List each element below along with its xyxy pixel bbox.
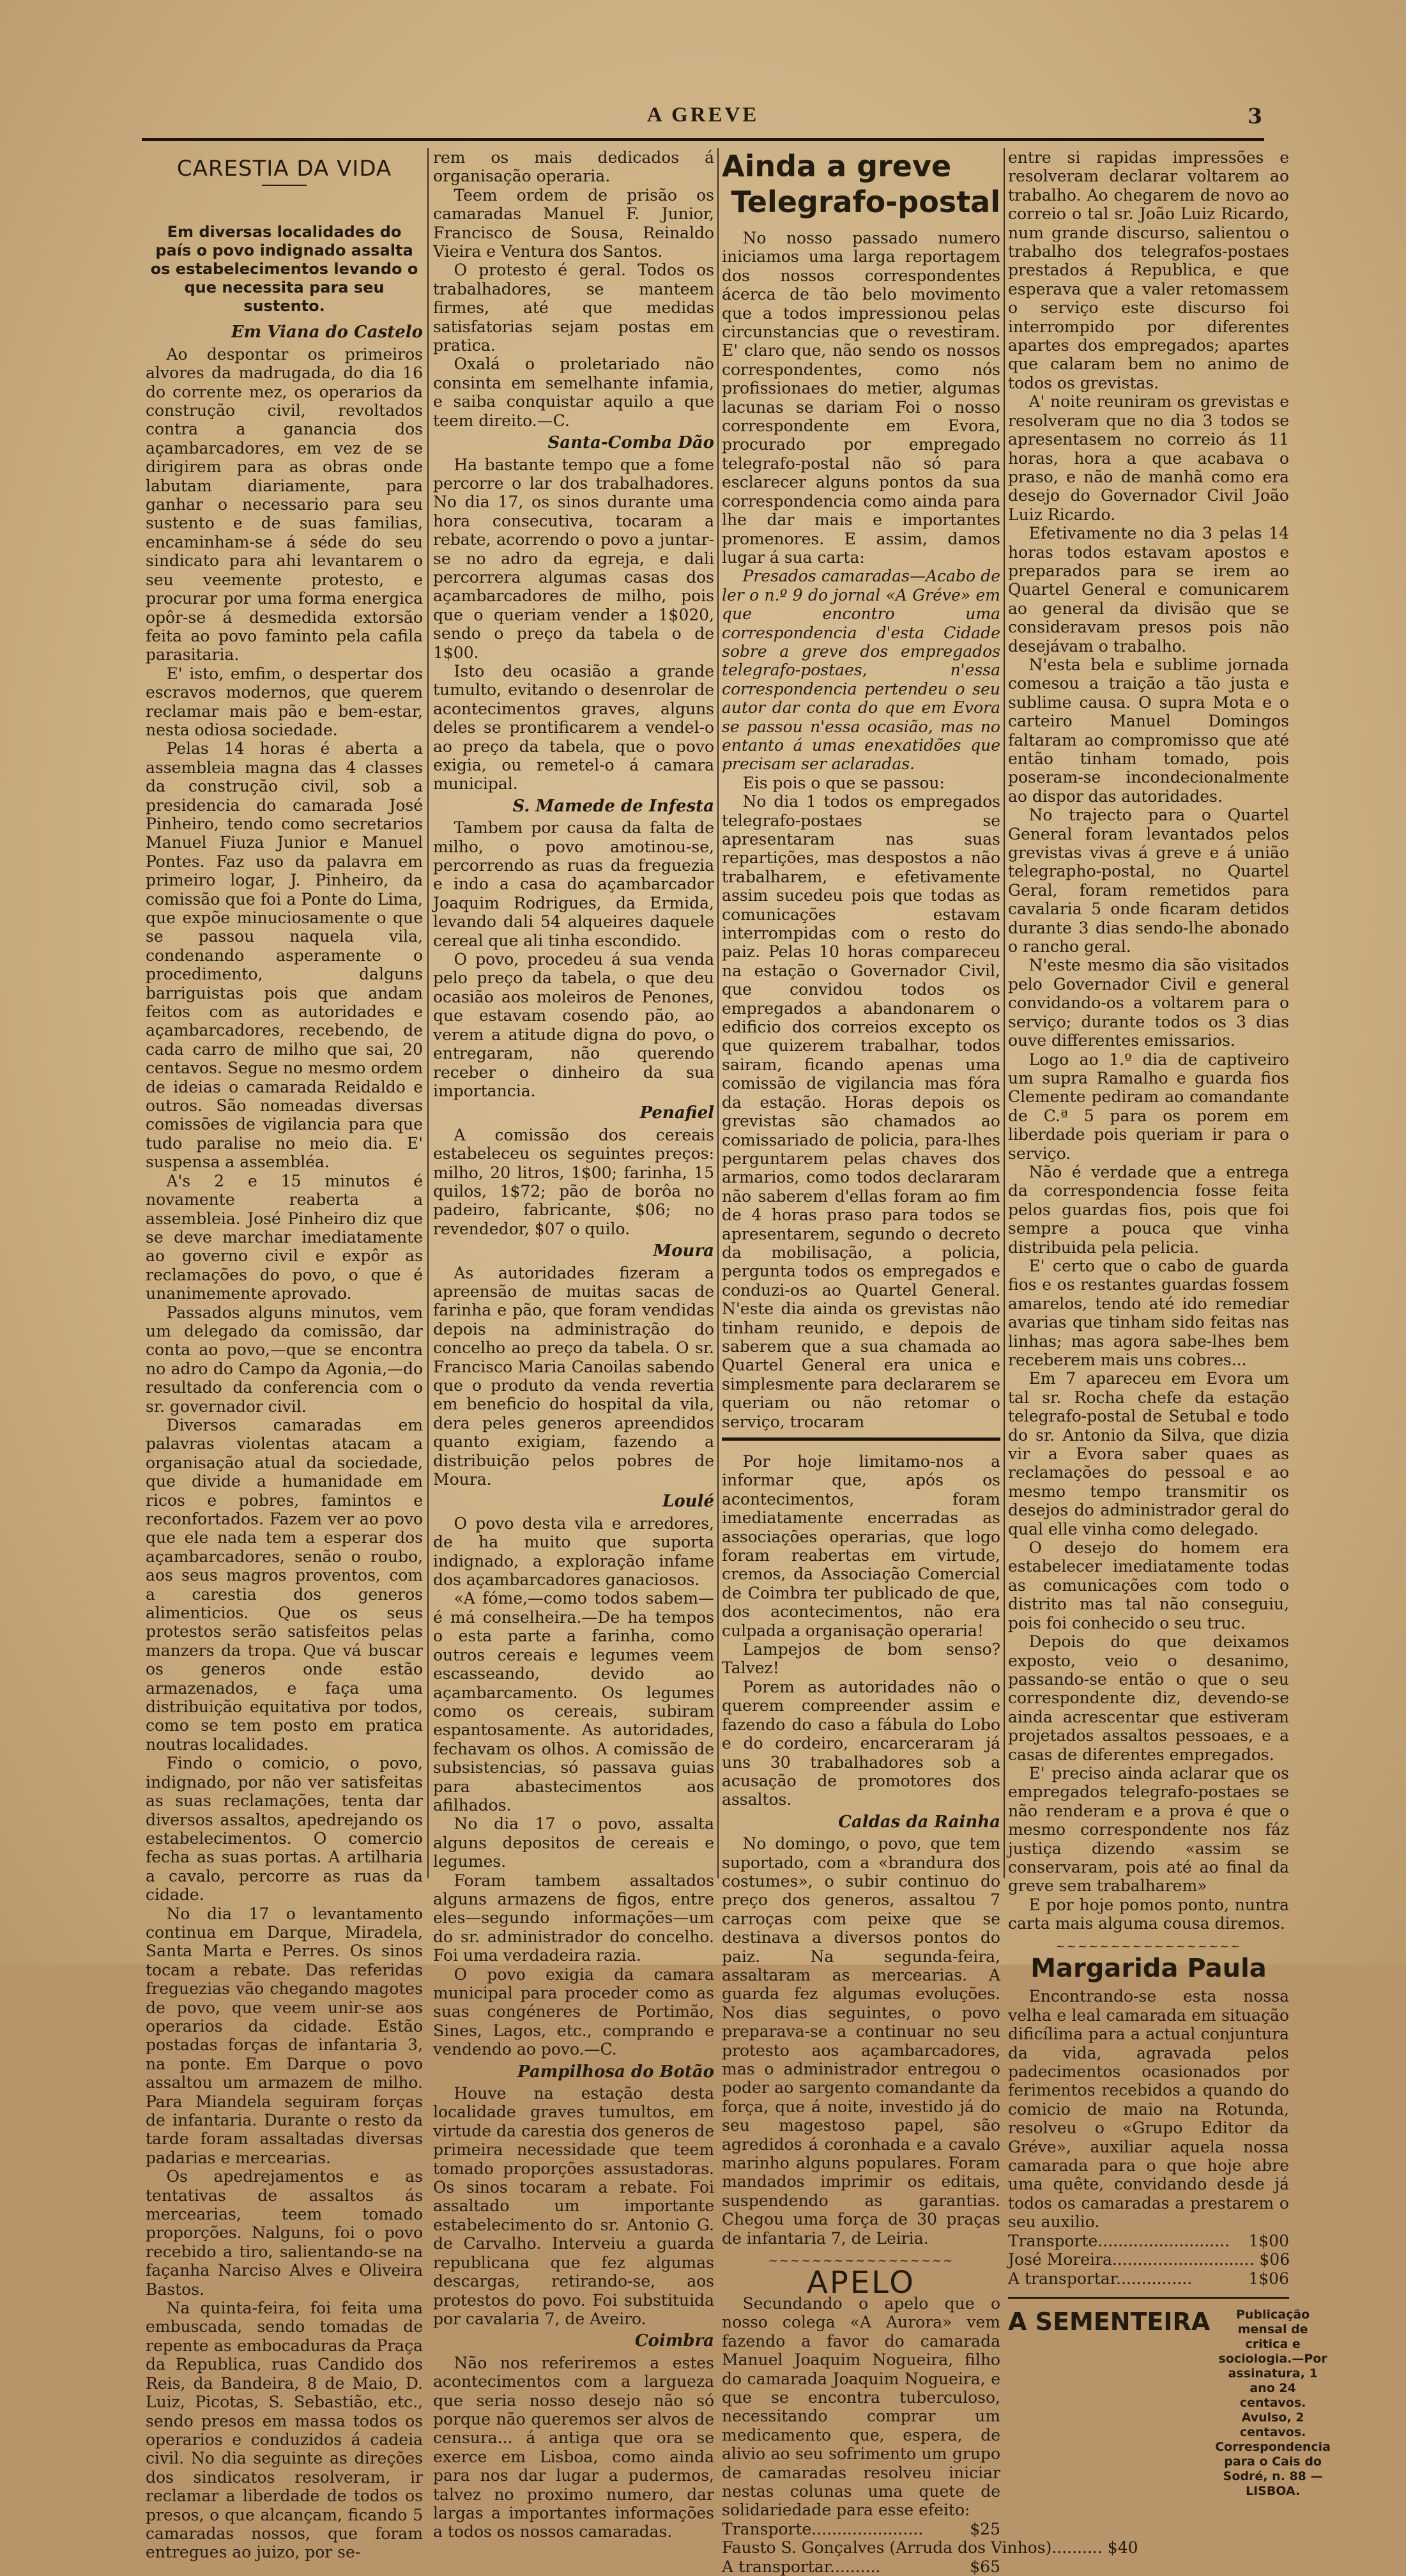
paragraph: E' certo que o cabo de guarda fios e os restantes guardas fossem amarelos, tendo até ido remediar avarias que tinham sido feitas nas linhas; mas agora sabe-lhes bem receberem mais uns cobres...: [1008, 1256, 1289, 1369]
column-1: [146, 148, 423, 2562]
paragraph: As autoridades fizeram a apreensão de muitas sacas de farinha e pão, que foram vendidas depois na administração do concelho ao preço da tabela. O sr. Francisco Maria Canoilas sabendo que o produto da venda revertia em beneficio do hospital da vila, dera peles generos apreendidos quanto exigiam, fazendo a distribuição pelos pobres de Moura.: [433, 1263, 714, 1489]
paragraph: Teem ordem de prisão os camaradas Manuel F. Junior, Francisco de Sousa, Reinaldo Vieira e Ventura dos Santos.: [433, 185, 714, 261]
row-value: $25: [970, 2519, 1000, 2538]
column-divider: [427, 148, 429, 1878]
paragraph: E por hoje pomos ponto, nuntra carta mais alguma cousa diremos.: [1008, 1895, 1289, 1933]
article-heading-ainda-a-greve: Ainda a greve: [722, 149, 952, 183]
row-value: 1$06: [1248, 2269, 1289, 2288]
paragraph: Oxalá o proletariado não consinta em semelhante infamia, e saiba conquistar aquilo a que teem direito.—C.: [433, 355, 714, 430]
row-value: 1$00: [1248, 2231, 1289, 2250]
paragraph: Isto deu ocasião a grande tumulto, evitando o desenrolar de acontecimentos graves, alguns deles se prontificarem a vendel-o ao preço da tabela, que o povo exigia, ou remetel-o á camara municipal.: [433, 661, 714, 793]
row-label: Transporte......................: [722, 2519, 924, 2538]
section-heading-viana: Em Viana do Castelo: [231, 323, 423, 342]
section-heading-santa-comba: Santa-Comba Dão: [547, 433, 714, 453]
row-value: $40: [1107, 2538, 1138, 2557]
paragraph: Em 7 apareceu em Evora um tal sr. Rocha chefe da estação telegrafo-postal de Setubal e todo do sr. Antonio da Silva, que dizia vir a Evora saber quaes as reclamações do pessoal e ao mesmo tempo transmitir os desejos do administrador geral do qual elle vinha como delegado.: [1008, 1369, 1289, 1538]
paragraph: entre si rapidas impressões e resolveram declarar voltarem ao trabalho. Ao chegarem de novo ao correio o tal sr. João Luiz Ricardo, num grande discurso, salientou o trabalho dos telegrafos-postaes prestados á Republica, e que esperava que a valer retomassem o serviço este discurso foi interrompido por diferentes apartes dos empregados; apartes que calaram bem no animo de todos os grevistas.: [1008, 148, 1289, 392]
section-rule: [722, 1438, 1000, 1441]
section-heading-penafiel: Penafiel: [639, 1103, 714, 1123]
paragraph: Efetivamente no dia 3 pelas 14 horas todos estavam apostos e preparados para se irem ao Quartel General e comunicarem ao general da divisão que se consideravam presos pois não desejávam o trabalho.: [1008, 524, 1289, 656]
paragraph: No domingo, o povo, que tem suportado, com a «brandura dos costumes», o subir continuo do preço dos generos, assaltou 7 carroças com peixe que se destinava a diversos pontos do paiz. Na segunda-feira, assaltaram as mercearias. A guarda fez algumas evoluções. Nos dias seguintes, o povo preparava-se a continuar no seu protesto aos açambarcadores, mas o administrador entregou o poder ao sargento comandante da força, que á noite, investido já do seu magestoso papel, são agredidos á coronhada e a cavalo marinho alguns populares. Foram mandados imprimir os editais, suspendendo as garantias. Chegou uma força de 30 praças de infantaria 7, de Leiria.: [722, 1834, 1000, 2248]
section-heading-coimbra: Coimbra: [634, 2331, 714, 2351]
subscription-row: [722, 2520, 1000, 2538]
subscription-row: [1008, 2250, 1289, 2269]
paragraph: «A fóme,—como todos sabem—é má conselheira.—De ha tempos o esta parte a farinha, como outros cereais e legumes veem escasseando, devido ao açambarcamento. Os legumes como os cereais, subiram espantosamente. As autoridades, fechavam os olhos. A comissão de subsistencias, só passava guias para abastecimentos aos afilhados.: [433, 1589, 714, 1814]
ad-title: A SEMENTEIRA: [1008, 2307, 1211, 2336]
paragraph: O povo desta vila e arredores, de ha muito que suporta indignado, a exploração infame dos açambarcadores ganaciosos.: [433, 1514, 714, 1590]
margarida-paula-heading: Margarida Paula: [1030, 1954, 1267, 1983]
paragraph: Foram tambem assaltados alguns armazens de figos, entre eles—segundo informações—um do sr. administrador do concelho. Foi uma verdadeira razia.: [433, 1871, 714, 1965]
sementeira-ad: [1008, 2297, 1331, 2499]
paragraph: Passados alguns minutos, vem um delegado da comissão, dar conta ao povo,—que se encontra no adro do Campo da Agonia,—do resultado da conferencia com o sr. governador civil.: [146, 1303, 423, 1416]
paragraph: No trajecto para o Quartel General foram levantados pelos grevistas vivas á greve e á união telegrapho-postal, no Quartel Geral, foram remetidos para cavalaria 5 onde ficaram detidos durante 3 dias sendo-lhe abonado o rancho geral.: [1008, 806, 1289, 956]
section-heading-caldas: Caldas da Rainha: [838, 1812, 1000, 1832]
paragraph: O protesto é geral. Todos os trabalhadores, se manteem firmes, até que medidas satisfatorias sejam postas em pratica.: [433, 261, 714, 355]
newspaper-title: A GREVE: [646, 103, 760, 126]
paragraph: A' noite reuniram os grevistas e resolveram que no dia 3 todos se apresentasem no correio ás 11 horas, hora a que acabava o praso, e não de manhã como era desejo do Governador Civil João Luiz Ricardo.: [1008, 392, 1289, 524]
column-divider: [1004, 148, 1005, 1878]
page-number: 3: [1248, 103, 1262, 128]
paragraph: O povo, procedeu á sua venda pelo preço da tabela, o que deu ocasião aos moleiros de Penones, que estavam cosendo pão, ao verem a atitude digna do povo, o entregaram, não querendo receber o dinheiro da sua importancia.: [433, 950, 714, 1100]
heading-dash: [262, 185, 307, 186]
paragraph: Ha bastante tempo que a fome percorre o lar dos trabalhadores. No dia 17, os sinos durante uma hora consecutiva, tocaram a rebate, acorrendo o povo a juntar-se no adro da egreja, e dali percorrera algumas casas dos açambarcadores de milho, pois que o queriam vender a 1$020, sendo o preço da tabela o de 1$00.: [433, 455, 714, 662]
row-value: $65: [970, 2557, 1000, 2576]
paragraph: Secundando o apelo que o nosso colega «A Aurora» vem fazendo a favor do camarada Manuel Joaquim Nogueira, filho do camarada Joaquim Nogueira, e que se encontra tuberculoso, necessitando comprar um medicamento que, espera, de alivio ao seu sofrimento um grupo de camaradas resolveu iniciar nestas colunas uma quete de solidariedade para esse efeito:: [722, 2294, 1000, 2520]
ad-text: Publicação mensal de critica e sociologia.—Por assinatura, 1 ano 24 centavos. Avulso, 2 centavos. Correspondencia para o Cais do Sodré, n. 88 — LISBOA.: [1215, 2307, 1331, 2498]
paragraph: Depois do que deixamos exposto, veio o desanimo, passando-se então o que o seu correspondente diz, devendo-se ainda acrescentar que estiveram projetados assaltos pessoaes, e a casas de diferentes empregados.: [1008, 1632, 1289, 1764]
paragraph: E' preciso ainda aclarar que os empregados telegrafo-postaes se não renderam e a prova é que o mesmo correspondente nos fáz justiça dizendo «assim se conservaram, pois até ao final da greve sem trabalharem»: [1008, 1763, 1289, 1896]
paragraph: O desejo do homem era estabelecer imediatamente todas as comunicações com todo o distrito mas tal não conseguiu, pois foi conhecido o seu truc.: [1008, 1538, 1289, 1632]
paragraph: Presados camaradas—Acabo de ler o n.º 9 do jornal «A Gréve» em que encontro uma correspondencia d'esta Cidade sobre a greve dos empregados telegrafo-postaes, n'essa correspondencia pertendeu o seu autor dar conta do que em Evora se passou n'essa ocasião, mas no entanto á umas enexatidões que precisam ser aclaradas.: [722, 567, 1000, 774]
paragraph: Logo ao 1.º dia de captiveiro um supra Ramalho e guarda fios Clemente pediram ao comandante de C.ª 5 para os porem em liberdade pois queriam ir para o serviço.: [1008, 1050, 1289, 1163]
paragraph: Lampejos de bom senso? Talvez!: [722, 1640, 1000, 1678]
wavy-divider: ~~~~~~~~~~~~~~~~~: [768, 2254, 954, 2268]
paragraph: Os apedrejamentos e as tentativas de assaltos ás mercearias, teem tomado proporções. Nalguns, foi o povo recebido a tiro, salientando-se na façanha Narciso Alves e Oliveira Bastos.: [146, 2167, 423, 2299]
row-label: A transportar...............: [1008, 2269, 1193, 2288]
wavy-divider: ~~~~~~~~~~~~~~~~~: [1055, 1939, 1242, 1953]
paragraph: Diversos camaradas em palavras violentas atacam a organisação atual da sociedade, que divide a humanidade em ricos e pobres, famintos e reconfortados. Fazem ver ao povo que ele nada tem a esperar dos açambarcadores, senão o roubo, aos seus magros proventos, com a carestia dos generos alimenticios. Que os seus protestos serão satisfeitos pelas manzers da tropa. Que vá buscar os generos onde estão armazenados, e faça uma distribuição equitativa por todos, como se tem posto em pratica noutras localidades.: [146, 1415, 423, 1754]
subscription-row: [722, 2538, 1138, 2557]
article-kicker: Em diversas localidades do país o povo indignado assalta os estabelecimentos levando o que necessita para seu sustento.: [150, 223, 418, 316]
paragraph: Houve na estação desta localidade graves tumultos, em virtude da carestia dos generos de primeira necessidade que teem tomado proporções assustadoras. Os sinos tocaram a rebate. Foi assaltado um importante estabelecimento do sr. Antonio G. de Carvalho. Interveiu a guarda republicana que fez algumas descargas, retirando-se, aos protestos do povo. Foi substituida por cavalaria 7, de Aveiro.: [433, 2084, 714, 2328]
paragraph: N'este mesmo dia são visitados pelo Governador Civil e general convidando-os a voltarem para o serviço; durante todos os 3 dias ouve differentes emissarios.: [1008, 956, 1289, 1050]
paragraph: Encontrando-se esta nossa velha e leal camarada em situação dificílima para a actual conjuntura da vida, agravada pelos padecimentos ocasionados por ferimentos recebidos a quando do comicio de maio na Rotunda, resolveu o «Grupo Editor da Gréve», auxiliar aquela nossa camarada para o que hoje abre uma quête, convidando desde já todos os camaradas a prestarem o seu auxilio.: [1008, 1987, 1289, 2232]
row-label: Fausto S. Gonçalves (Arruda dos Vinhos)..........: [722, 2538, 1103, 2557]
paragraph: No dia 1 todos os empregados telegrafo-postaes se apresentaram nas suas repartições, mas despostos a não trabalharem, e efetivamente assim sucedeu pois que todas as comunicações estavam interrompidas com o resto do paiz. Pelas 10 horas compareceu na estação o Governador Civil, que convidou todos os empregados a abandonarem o edificio dos correios excepto os que quizerem trabalhar, todos sairam, ficando apenas uma comissão de vigilancia mas fóra da estação. Horas depois os grevistas são chamados ao comissariado de policia, para-lhes perguntarem pelas chaves dos armarios, como todos declararam não saberem d'ellas foram ao fim de 4 horas praso para todos se apresentarem, segundo o decreto da mobilisação, a policia, pergunta todos os empregados e conduzi-os ao Quartel General. N'este dia ainda os grevistas não tinham reunido, e depois de saberem que a sua chamada ao Quartel General era unica e simplesmente para declararem se queriam ou não retomar o serviço, trocaram: [722, 792, 1000, 1431]
column-4: [1008, 148, 1331, 2498]
paragraph: Na quinta-feira, foi feita uma embuscada, sendo tomadas de repente as embocaduras da Praça da Republica, ruas Candido dos Reis, da Bandeira, 8 de Maio, D. Luiz, Picotas, S. Sebastião, etc., sendo presos em massa todos os operarios e conduzidos á cadeia civil. No dia seguinte as direções dos sindicatos resolveram, ir reclamar a liberdade de todos os presos, o que alcançam, ficando 5 camaradas nossos, que foram entregues ao juizo, por se-: [146, 2299, 423, 2562]
paragraph: N'esta bela e sublime jornada comesou a traição a tão justa e sublime causa. O supra Mota e o carteiro Manuel Domingos faltaram ao compromisso que até então tinham tomado, pois poseram-se incondecionalmente ao dispor das autoridades.: [1008, 655, 1289, 806]
paragraph: Findo o comicio, o povo, indignado, por não ver satisfeitas as suas reclamações, tenta dar diversos assaltos, apedrejando os estabelecimentos. O comercio fecha as suas portas. A artilharia a cavalo, percorre as ruas da cidade.: [146, 1754, 423, 1905]
paragraph: Por hoje limitamo-nos a informar que, após os acontecimentos, foram imediatamente encerradas as associações operarias, que logo foram reabertas em virtude, cremos, da Associação Comercial de Coimbra ter publicado de que, dos acontecimentos, não era culpada a organisação operaria!: [722, 1452, 1000, 1640]
column-2: [433, 148, 714, 2542]
paragraph: A comissão dos cereais estabeleceu os seguintes preços: milho, 20 litros, 1$00; farinha, 15 quilos, 1$72; pão de borôa no padeiro, fabricante, $06; no revendedor, $07 o quilo.: [433, 1125, 714, 1238]
paragraph: Tambem por causa da falta de milho, o povo amotinou-se, percorrendo as ruas da freguezia e indo a casa do açambarcador Joaquim Rodrigues, da Ermida, levando dali 54 alqueires daquele cereal que ali tinha escondido.: [433, 818, 714, 950]
paragraph: Eis pois o que se passou:: [742, 773, 945, 792]
row-label: José Moreira............................: [1008, 2250, 1255, 2269]
section-heading-moura: Moura: [653, 1241, 714, 1261]
section-heading-mamede: S. Mamede de Infesta: [512, 796, 714, 816]
article-heading-carestia: CARESTIA DA VIDA: [176, 156, 392, 181]
article-heading-telegrafo-postal: Telegrafo-postal: [731, 185, 1000, 219]
section-heading-pampilhosa: Pampilhosa do Botão: [517, 2062, 714, 2082]
paragraph: Não nos referiremos a estes acontecimentos com a largueza que seria nosso desejo não só porque não queremos ser alvos de censura... á antiga que ora se exerce em Lisboa, como ainda para nos dar lugar a pudermos, talvez no proximo numero, dar largas a importantes informações a todos os nossos camaradas.: [433, 2353, 714, 2542]
paragraph: Porem as autoridades não o querem compreender assim e fazendo do caso a fábula do Lobo e do cordeiro, encarceraram já uns 30 trabalhadores sob a acusação de promotores dos assaltos.: [722, 1677, 1000, 1809]
paragraph: E' isto, emfim, o despertar dos escravos modernos, que querem reclamar mais pão e bem-estar, nesta odiosa sociedade.: [146, 664, 423, 739]
apelo-heading: APELO: [807, 2265, 915, 2301]
subscription-row: [1008, 2232, 1289, 2250]
paragraph: Ao despontar os primeiros alvores da madrugada, do dia 16 do corrente mez, os operarios da construção civil, revoltados contra a ganancia dos açambarcadores, em vez de se dirigirem para as obras onde labutam diariamente, para ganhar o necessario para seu sustento e de suas familias, encaminham-se á séde do seu sindicato para ahi levantarem o seu veemente protesto, e procurar por uma forma energica opôr-se á desmedida extorsão feita ao povo faminto pela cafila parasitaria.: [146, 344, 423, 664]
page-header: [144, 96, 1262, 134]
row-label: A transportar..........: [722, 2557, 881, 2576]
paragraph: No dia 17 o levantamento continua em Darque, Miradela, Santa Marta e Perres. Os sinos tocam a rebate. Das referidas freguezias vão chegando magotes de povo, que veem unir-se aos operarios da cidade. Estão postadas forças de infantaria 3, na ponte. Em Darque o povo assaltou um armazem de milho. Para Miandela seguiram forças de infantaria. Durante o resto da tarde foram assaltadas diversas padarias e mercearias.: [146, 1904, 423, 2167]
subscription-row: [722, 2557, 1000, 2576]
paragraph: No nosso passado numero iniciamos uma larga reportagem dos nossos correspondentes ácerca de tão belo movimento que a todos impressionou pelas circunstancias que o revestiram. E' claro que, não sendo os nossos correspondentes, como nós profissionaes do metier, algumas lacunas se dariam Foi o nosso correspondente em Evora, procurado por empregado telegrafo-postal não só para esclarecer alguns pontos da sua correspondencia como ainda para lhe dar mais e importantes promenores. E assim, damos lugar á sua carta:: [722, 229, 1000, 567]
section-heading-loule: Loulé: [662, 1492, 714, 1512]
subscription-row: [1008, 2269, 1289, 2288]
row-value: $06: [1259, 2250, 1290, 2269]
row-label: Transporte..........................: [1008, 2231, 1230, 2250]
paragraph: Pelas 14 horas é aberta a assembleia magna das 4 classes da construção civil, sob a presidencia do camarada José Pinheiro, tendo como secretarios Manuel Fiuza Junior e Manuel Pontes. Faz uso da palavra em primeiro logar, J. Pinheiro, da comissão que foi a Ponte do Lima, que expõe minuciosamente o que se passou naquela vila, condenando asperamente o procedimento, dalguns barriguistas pois que andam feitos com as autoridades e açambarcadores, recebendo, de cada carro de milho que sai, 20 centavos. Segue no mesmo ordem de ideias o camarada Reidaldo e outros. São nomeadas diversas comissões de vigilancia para que tudo paralise no meio dia. E' suspensa a assembléa.: [146, 739, 423, 1172]
header-rule: [142, 138, 1264, 141]
paragraph: No dia 17 o povo, assalta alguns depositos de cereais e legumes.: [433, 1814, 714, 1871]
paragraph: A's 2 e 15 minutos é novamente reaberta a assembleia. José Pinheiro diz que se deve marchar imediatamente ao governo civil e expôr as reclamações do povo, o que é unanimemente aprovado.: [146, 1171, 423, 1303]
paragraph: rem os mais dedicados á organisação operaria.: [433, 148, 714, 186]
paragraph: Não é verdade que a entrega da correspondencia fosse feita pelos guardas fios, pois que foi sempre a pouca que vinha distribuida pela pelicia.: [1008, 1162, 1289, 1257]
paragraph: O povo exigia da camara municipal para proceder como as suas congéneres de Portimão, Sines, Lagos, etc., comprando e vendendo ao povo.—C.: [433, 1965, 714, 2059]
column-divider: [717, 148, 719, 1878]
